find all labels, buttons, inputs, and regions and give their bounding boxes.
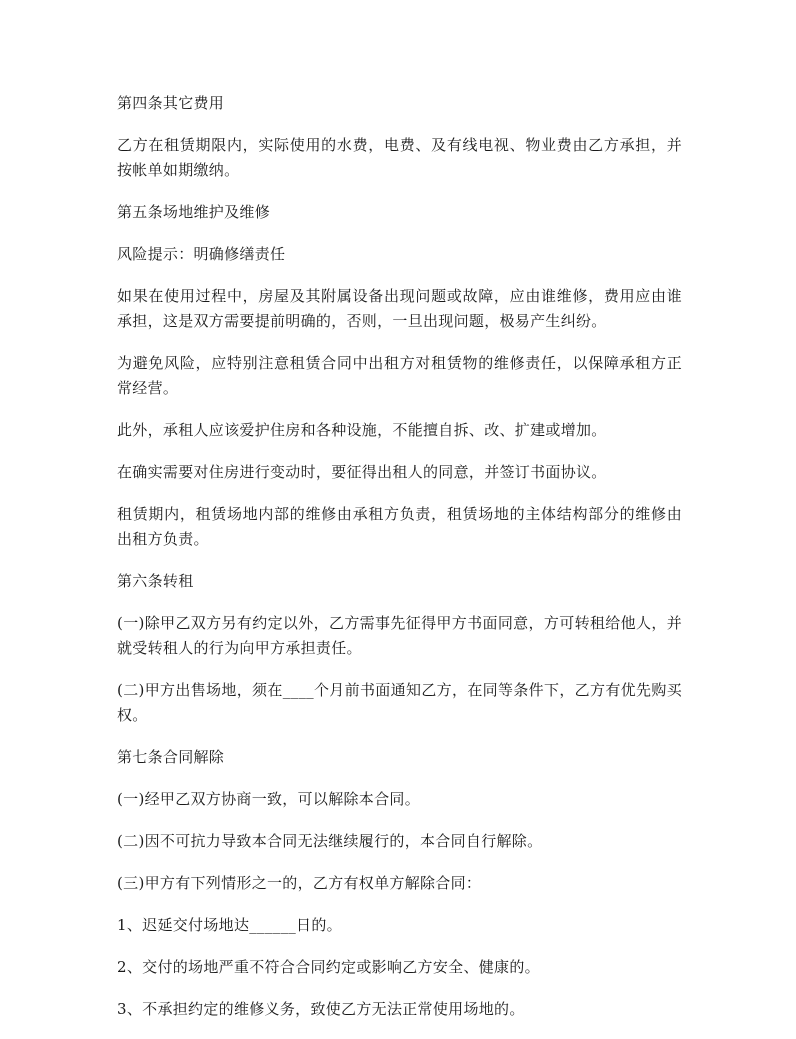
- paragraph-avoid-risk: 为避免风险，应特别注意租赁合同中出租方对租赁物的维修责任，以保障承租方正常经营。: [117, 354, 682, 397]
- clause-sublease-1: (一)除甲乙双方另有约定以外，乙方需事先征得甲方书面同意，方可转租给他人，并就受转租人的行为向甲方承担责任。: [117, 614, 682, 657]
- paragraph-lease-maintenance: 租赁期内，租赁场地内部的维修由承租方负责，租赁场地的主体结构部分的维修由出租方负责。: [117, 505, 682, 548]
- list-item-1: 1、迟延交付场地达______日的。: [117, 916, 342, 934]
- section-heading-article-4: 第四条其它费用: [117, 94, 225, 112]
- clause-sublease-2: (二)甲方出售场地，须在____个月前书面通知乙方，在同等条件下，乙方有优先购买权。: [117, 681, 682, 724]
- document-body: [117, 91, 682, 1039]
- clause-termination-2: (二)因不可抗力导致本合同无法继续履行的，本合同自行解除。: [117, 832, 543, 850]
- paragraph-utility-fees: 乙方在租赁期限内，实际使用的水费，电费、及有线电视、物业费由乙方承担，并按帐单如期缴纳。: [117, 136, 682, 179]
- clause-termination-3: (三)甲方有下列情形之一的，乙方有权单方解除合同：: [117, 874, 482, 892]
- paragraph-repair-responsibility: 如果在使用过程中，房屋及其附属设备出现问题或故障，应由谁维修，费用应由谁承担，这是双方需要提前明确的，否则，一旦出现问题，极易产生纠纷。: [117, 287, 682, 330]
- risk-tip-heading: 风险提示：明确修缮责任: [117, 245, 286, 263]
- paragraph-tenant-care: 此外，承租人应该爱护住房和各种设施，不能擅自拆、改、扩建或增加。: [117, 421, 607, 439]
- section-heading-article-5: 第五条场地维护及维修: [117, 203, 271, 221]
- section-heading-article-7: 第七条合同解除: [117, 748, 225, 766]
- clause-termination-1: (一)经甲乙双方协商一致，可以解除本合同。: [117, 790, 421, 808]
- paragraph-landlord-consent: 在确实需要对住房进行变动时，要征得出租人的同意，并签订书面协议。: [117, 463, 607, 481]
- list-item-2: 2、交付的场地严重不符合合同约定或影响乙方安全、健康的。: [117, 958, 540, 976]
- section-heading-article-6: 第六条转租: [117, 572, 194, 590]
- list-item-3: 3、不承担约定的维修义务，致使乙方无法正常使用场地的。: [117, 1000, 525, 1018]
